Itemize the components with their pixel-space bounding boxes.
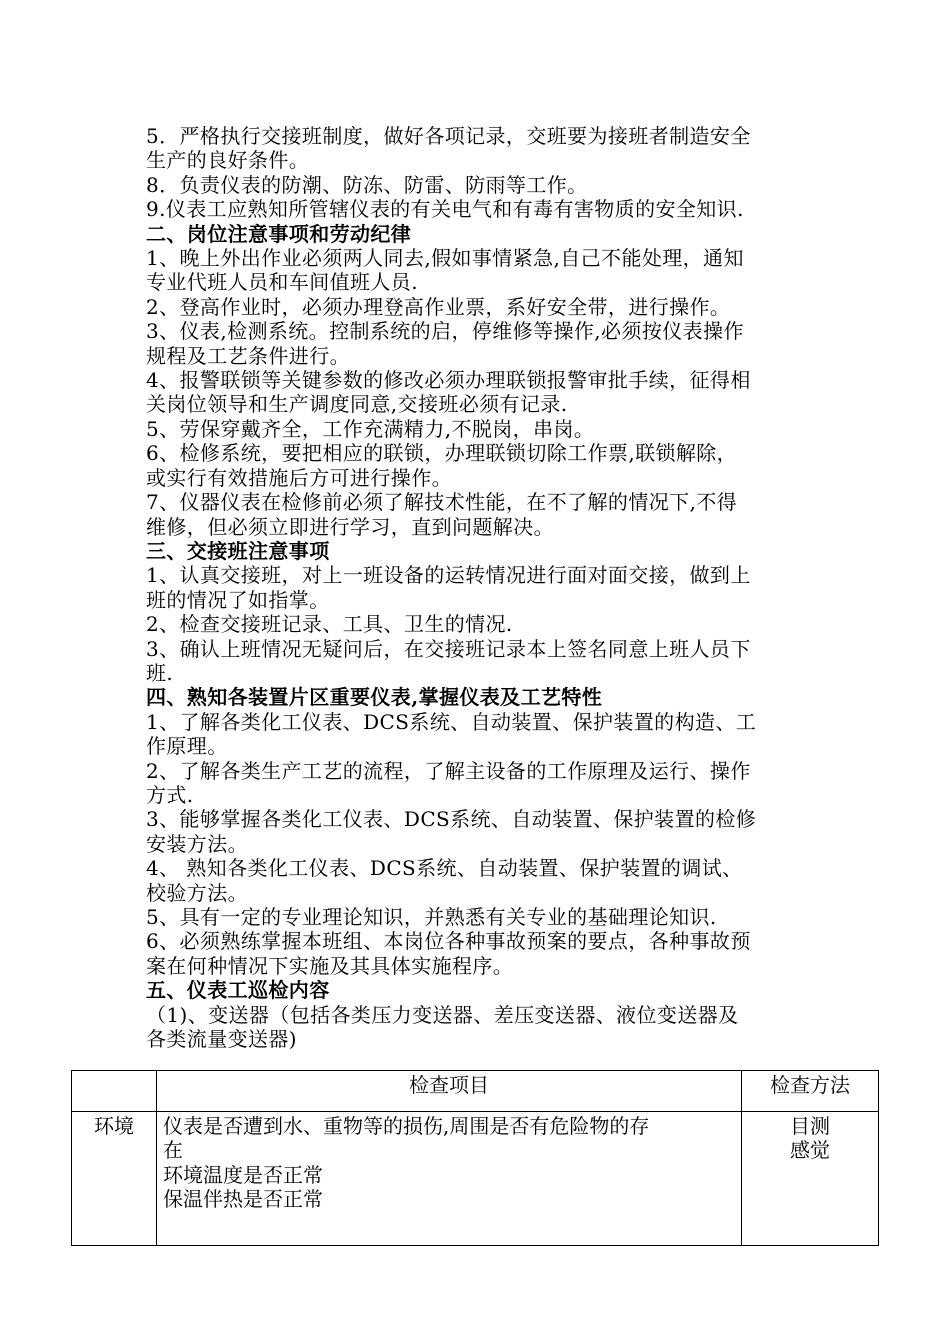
- check-method-line: 感觉: [790, 1138, 830, 1163]
- text-line: 2、了解各类生产工艺的流程，了解主设备的工作原理及运行、操作: [146, 758, 751, 783]
- text-line: 4、 熟知各类化工仪表、DCS系统、自动装置、保护装置的调试、: [146, 856, 743, 881]
- text-line: 4、报警联锁等关键参数的修改必须办理联锁报警审批手续，征得相: [146, 368, 751, 393]
- text-line: 班.: [146, 660, 174, 685]
- inspection-table: [71, 1070, 879, 1246]
- text-line: 规程及工艺条件进行。: [146, 343, 350, 368]
- text-line: 6、检修系统，要把相应的联锁，办理联锁切除工作票,联锁解除，: [146, 441, 738, 466]
- text-line: 5、劳保穿戴齐全，工作充满精力,不脱岗，串岗。: [146, 416, 595, 441]
- text-line: （1)、变送器（包括各类压力变送器、差压变送器、液位变送器及: [146, 1002, 739, 1027]
- text-line: 生产的良好条件。: [146, 148, 310, 173]
- text-line: 作原理。: [146, 734, 228, 759]
- check-item-line: 保温伴热是否正常: [163, 1187, 323, 1212]
- header-blank-cell: [72, 1071, 157, 1112]
- text-line: 安装方法。: [146, 831, 248, 856]
- text-line: 案在何种情况下实施及其具体实施程序。: [146, 953, 514, 978]
- check-item-line: 在: [163, 1138, 183, 1163]
- text-line: 2、登高作业时，必须办理登高作业票，系好安全带，进行操作。: [146, 294, 731, 319]
- check-item-line: 仪表是否遭到水、重物等的损伤,周围是否有危险物的存: [163, 1114, 650, 1138]
- text-line: 维修，但必须立即进行学习，直到问题解决。: [146, 514, 554, 539]
- section-heading: 四、熟知各装置片区重要仪表,掌握仪表及工艺特性: [146, 685, 603, 710]
- check-item-line: 环境温度是否正常: [163, 1162, 323, 1187]
- text-line: 2、检查交接班记录、工具、卫生的情况.: [146, 612, 513, 637]
- text-line: 关岗位领导和生产调度同意,交接班必须有记录.: [146, 392, 568, 417]
- check-methods-cell: [742, 1112, 879, 1246]
- table-header-row: [72, 1071, 879, 1112]
- text-line: 班的情况了如指掌。: [146, 587, 330, 612]
- text-line: 专业代班人员和车间值班人员.: [146, 270, 418, 295]
- text-line: 5、具有一定的专业理论知识，并熟悉有关专业的基础理论知识.: [146, 905, 717, 929]
- text-line: 8．负责仪表的防潮、防冻、防雷、防雨等工作。: [146, 172, 588, 197]
- text-line: 9.仪表工应熟知所管辖仪表的有关电气和有毒有害物质的安全知识.: [146, 197, 744, 222]
- text-line: 校验方法。: [146, 880, 248, 905]
- check-method-line: 目测: [790, 1114, 830, 1138]
- text-line: 5．严格执行交接班制度，做好各项记录，交班要为接班者制造安全: [146, 124, 751, 148]
- table-row: [72, 1112, 879, 1246]
- check-items-cell: [157, 1112, 742, 1246]
- section-heading: 三、交接班注意事项: [146, 538, 330, 563]
- text-line: 3、确认上班情况无疑问后，在交接班记录本上签名同意上班人员下: [146, 636, 751, 661]
- header-check-item: 检查项目: [157, 1071, 742, 1112]
- document-body: [146, 124, 816, 1051]
- text-line: 方式.: [146, 782, 194, 807]
- text-line: 7、仪器仪表在检修前必须了解技术性能，在不了解的情况下,不得: [146, 490, 738, 515]
- text-line: 各类流量变送器): [146, 1027, 298, 1052]
- text-line: 或实行有效措施后方可进行操作。: [146, 465, 452, 490]
- text-line: 6、必须熟练掌握本班组、本岗位各种事故预案的要点，各种事故预: [146, 929, 751, 954]
- text-line: 1、晚上外出作业必须两人同去,假如事情紧急,自己不能处理，通知: [146, 246, 744, 271]
- text-line: 3、能够掌握各类化工仪表、DCS系统、自动装置、保护装置的检修: [146, 807, 757, 832]
- text-line: 3、仪表,检测系统。控制系统的启，停维修等操作,必须按仪表操作: [146, 319, 744, 344]
- section-heading: 二、岗位注意事项和劳动纪律: [146, 221, 412, 246]
- section-heading: 五、仪表工巡检内容: [146, 978, 330, 1003]
- text-line: 1、了解各类化工仪表、DCS系统、自动装置、保护装置的构造、工: [146, 709, 757, 734]
- text-line: 1、认真交接班，对上一班设备的运转情况进行面对面交接，做到上: [146, 563, 751, 588]
- category-cell: 环境: [72, 1112, 157, 1246]
- header-check-method: 检查方法: [742, 1071, 879, 1112]
